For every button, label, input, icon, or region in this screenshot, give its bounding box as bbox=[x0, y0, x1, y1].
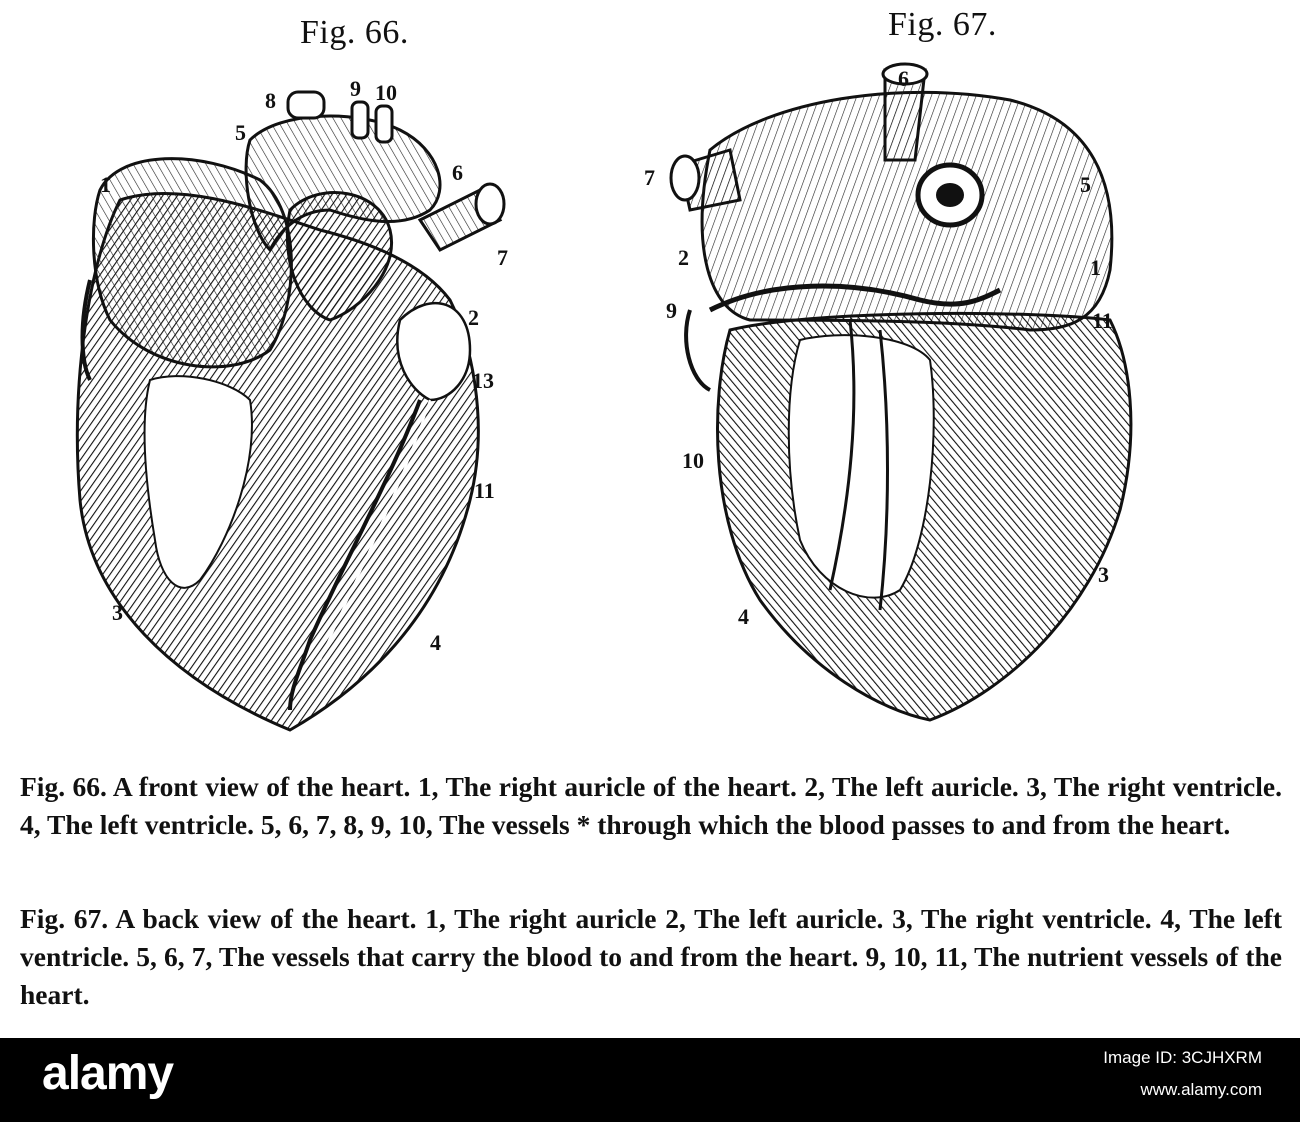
fig67-label-5: 5 bbox=[1080, 172, 1091, 197]
caption-fig-66-label: Fig. 66. bbox=[20, 771, 107, 802]
caption-fig-66 bbox=[20, 768, 1282, 844]
vessel-stump-8 bbox=[288, 92, 324, 118]
fig67-label-7: 7 bbox=[644, 165, 655, 190]
fig66-label-13: 13 bbox=[472, 368, 494, 393]
fig66-label-8: 8 bbox=[265, 88, 276, 113]
ventricle-highlight bbox=[789, 335, 934, 597]
image-id-text: Image ID: 3CJHXRM bbox=[1103, 1048, 1262, 1067]
figure-66-title: Fig. 66. bbox=[300, 14, 409, 51]
fig67-label-3: 3 bbox=[1098, 562, 1109, 587]
fig66-label-10: 10 bbox=[375, 80, 397, 105]
fig66-label-9: 9 bbox=[350, 76, 361, 101]
fig67-label-9: 9 bbox=[666, 298, 677, 323]
alamy-logo: alamy bbox=[42, 1047, 174, 1100]
fig67-label-10: 10 bbox=[682, 448, 704, 473]
figure-67-title: Fig. 67. bbox=[888, 6, 997, 43]
watermark-url: www.alamy.com bbox=[1140, 1080, 1262, 1099]
fig67-label-6: 6 bbox=[898, 66, 909, 91]
fig66-label-5: 5 bbox=[235, 120, 246, 145]
fig66-label-3: 3 bbox=[112, 600, 123, 625]
caption-fig-67-text: A back view of the heart. 1, The right auricle 2, The left auricle. 3, The right ventricle. 4, The left ventricle. 5, 6, 7, The vessels that carry the blood to and from the heart. 9, 10, 11, The nutrient vessels of the heart. bbox=[20, 903, 1282, 1010]
fig67-label-1: 1 bbox=[1090, 255, 1101, 280]
fig66-label-4: 4 bbox=[430, 630, 441, 655]
fig67-label-2: 2 bbox=[678, 245, 689, 270]
watermark-bar bbox=[0, 1038, 1300, 1122]
heart-front-illustration bbox=[60, 76, 540, 740]
fig66-label-2: 2 bbox=[468, 305, 479, 330]
heart-back-illustration bbox=[644, 66, 1150, 740]
fig66-label-7: 7 bbox=[497, 245, 508, 270]
fig66-label-6: 6 bbox=[452, 160, 463, 185]
fig67-label-4: 4 bbox=[738, 604, 749, 629]
fig66-label-11: 11 bbox=[474, 478, 495, 503]
caption-fig-67-label: Fig. 67. bbox=[20, 903, 109, 934]
fig66-label-1: 1 bbox=[100, 172, 111, 197]
vessel-stump-9 bbox=[352, 102, 368, 138]
caption-fig-66-text: A front view of the heart. 1, The right auricle of the heart. 2, The left auricle. 3, The right ventricle. 4, The left ventricle. 5, 6, 7, 8, 9, 10, The vessels * through which the blood passes to and from the heart. bbox=[20, 771, 1282, 840]
caption-fig-67 bbox=[20, 900, 1282, 1014]
fig67-label-11: 11 bbox=[1092, 308, 1113, 333]
vessel-stump-10 bbox=[376, 106, 392, 142]
